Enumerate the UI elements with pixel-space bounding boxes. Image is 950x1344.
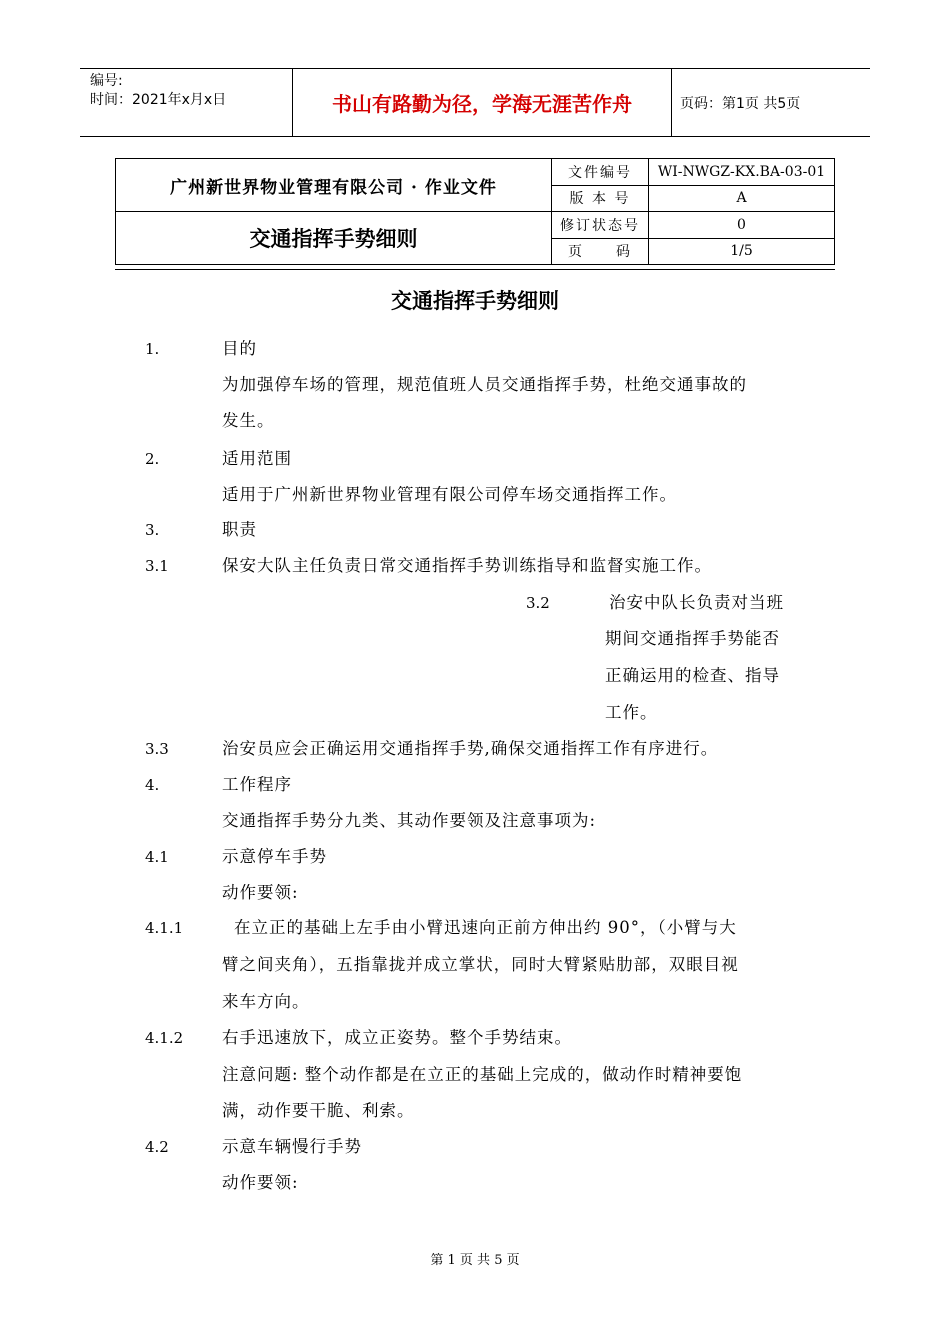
paragraph-line: 保安大队主任负责日常交通指挥手势训练指导和监督实施工作。 — [222, 556, 712, 575]
section-heading: 示意车辆慢行手势 — [222, 1137, 362, 1156]
section-number: 1. — [145, 340, 160, 358]
section-number: 3.2 — [526, 594, 550, 612]
table-double-rule — [115, 269, 835, 270]
serial-label: 编号: — [90, 73, 123, 89]
paragraph-line: 在立正的基础上左手由小臂迅速向正前方伸出约 90°，（小臂与大 — [234, 918, 737, 937]
paragraph-line: 治安中队长负责对当班 — [609, 593, 784, 612]
section-number: 2. — [145, 450, 160, 468]
paragraph-line: 为加强停车场的管理，规范值班人员交通指挥手势，杜绝交通事故的 — [222, 375, 747, 394]
paragraph-line: 期间交通指挥手势能否 — [605, 629, 780, 648]
section-number: 4.2 — [145, 1138, 169, 1156]
page-banner — [80, 68, 870, 137]
paragraph-line: 正确运用的检查、指导 — [605, 666, 780, 685]
doc-title-cell: 交通指挥手势细则 — [116, 212, 552, 265]
paragraph-line: 工作。 — [605, 703, 658, 722]
section-heading: 适用范围 — [222, 449, 292, 468]
section-heading: 目的 — [222, 339, 257, 358]
page-footer: 第 1 页 共 5 页 — [430, 1253, 520, 1268]
section-number: 3. — [145, 521, 160, 539]
paragraph-line: 满，动作要干脆、利索。 — [222, 1101, 415, 1120]
section-number: 3.3 — [145, 740, 169, 758]
section-number: 4.1.2 — [145, 1029, 184, 1047]
section-number: 4. — [145, 776, 160, 794]
paragraph-line: 发生。 — [222, 411, 275, 430]
paragraph-line: 注意问题: 整个动作都是在立正的基础上完成的，做动作时精神要饱 — [222, 1065, 743, 1084]
paragraph-line: 臂之间夹角），五指靠拢并成立掌状，同时大臂紧贴肋部，双眼目视 — [222, 955, 739, 974]
time-label: 时间：2021年x月x日 — [90, 92, 227, 108]
document-header-table — [115, 158, 835, 265]
page-title: 交通指挥手势细则 — [391, 288, 559, 313]
version-value: A — [649, 185, 835, 212]
paragraph-line: 右手迅速放下，成立正姿势。整个手势结束。 — [222, 1028, 572, 1047]
paragraph-line: 来车方向。 — [222, 992, 310, 1011]
motto: 书山有路勤为径，学海无涯苦作舟 — [293, 69, 672, 136]
paragraph-line: 适用于广州新世界物业管理有限公司停车场交通指挥工作。 — [222, 485, 677, 504]
revision-value: 0 — [649, 212, 835, 239]
version-label: 版 本 号 — [552, 185, 649, 212]
page-label: 页 码 — [552, 238, 649, 265]
section-number: 4.1.1 — [145, 919, 184, 937]
paragraph-line: 动作要领: — [222, 1173, 299, 1192]
section-heading: 工作程序 — [222, 775, 292, 794]
section-heading: 示意停车手势 — [222, 847, 327, 866]
doc-number-value: WI-NWGZ-KX.BA-03-01 — [649, 159, 835, 186]
paragraph-line: 交通指挥手势分九类、其动作要领及注意事项为: — [222, 811, 597, 830]
paragraph-line: 治安员应会正确运用交通指挥手势,确保交通指挥工作有序进行。 — [222, 739, 719, 758]
banner-page-info: 页码：第1页 共5页 — [680, 95, 801, 112]
section-heading: 职责 — [222, 520, 257, 539]
doc-number-label: 文件编号 — [552, 159, 649, 186]
section-number: 3.1 — [145, 557, 169, 575]
revision-label: 修订状态号 — [552, 212, 649, 239]
paragraph-line: 动作要领: — [222, 883, 299, 902]
page-value: 1/5 — [649, 238, 835, 265]
section-number: 4.1 — [145, 848, 169, 866]
company-name: 广州新世界物业管理有限公司 · 作业文件 — [116, 159, 552, 212]
banner-meta — [80, 69, 293, 136]
